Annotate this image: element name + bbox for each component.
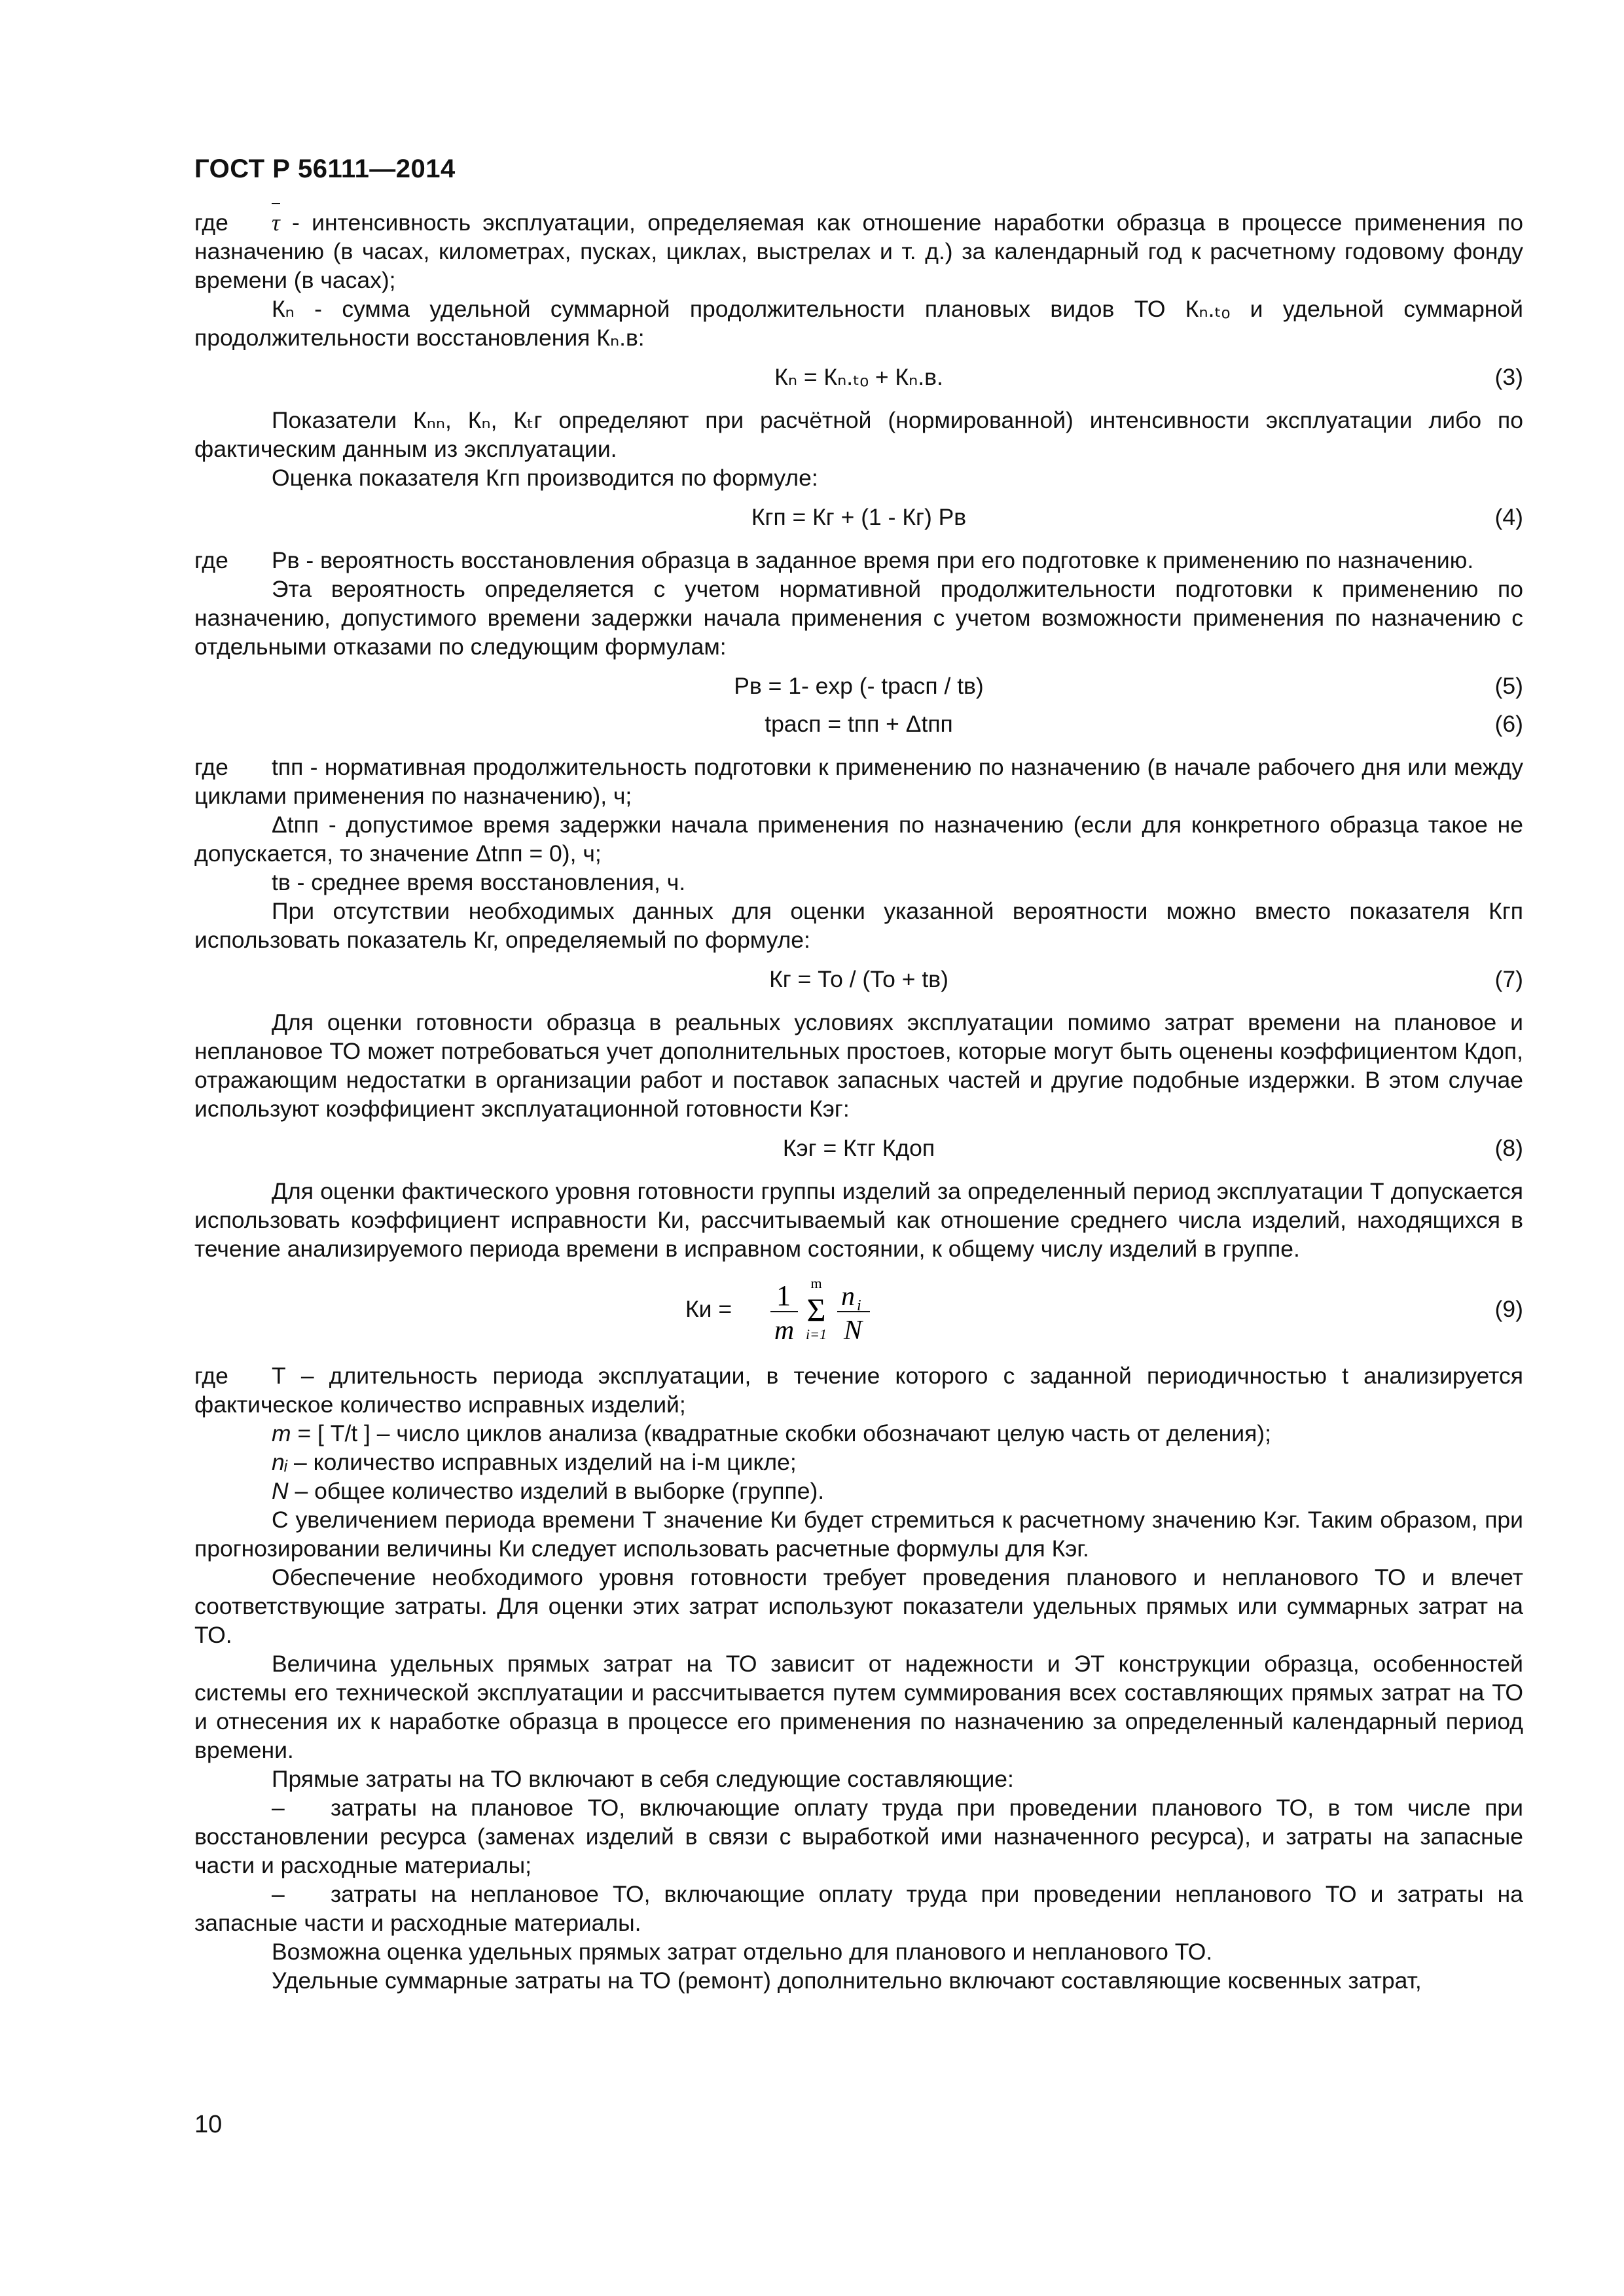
formula-9-number: (9): [1494, 1296, 1523, 1322]
paragraph-ki-intro: Для оценки фактического уровня готовности группы изделий за определенный период эксплуатации Т допускается использовать коэффициент исправности Ки, рассчитываемый как отношение среднего числа изделий, находящихся в течение анализируемого периода времени в исправном состоянии, к общему числу изделий в группе.: [194, 1178, 1523, 1262]
formula-4-expression: Кгп = Кг + (1 - Кг) Рв: [751, 504, 967, 530]
formula-9-N: N: [843, 1316, 863, 1346]
paragraph-direct-costs-list-intro: Прямые затраты на ТО включают в себя следующие составляющие:: [272, 1766, 1014, 1792]
formula-3: [194, 363, 1523, 391]
paragraph-T-definition: [194, 1361, 1523, 1419]
list-item-unplanned-text: затраты на неплановое ТО, включающие оплату труда при проведении непланового ТО и затраты на запасные части и расходные материалы.: [194, 1881, 1523, 1936]
document-header: ГОСТ Р 56111—2014: [194, 154, 456, 183]
paragraph-m-definition: [194, 1419, 1523, 1448]
formula-5-number: (5): [1494, 673, 1523, 699]
formula-9-fraction: [685, 1267, 1078, 1352]
m-definition-text: = [ Т/t ] – число циклов анализа (квадратные скобки обозначают целую часть от деления);: [291, 1420, 1271, 1446]
formula-8-number: (8): [1494, 1135, 1523, 1161]
document-body: [194, 208, 1523, 1995]
list-item-unplanned: [194, 1880, 1523, 1937]
page-number: 10: [194, 2111, 223, 2138]
paragraph-separate-estimate: Возможна оценка удельных прямых затрат отдельно для планового и непланового ТО.: [272, 1939, 1213, 1965]
formula-6: [194, 709, 1523, 738]
list-dash: –: [272, 1795, 285, 1821]
T-definition-text: Т – длительность периода эксплуатации, в течение которого с заданной периодичностью t анализируется фактическое количество исправных изделий;: [194, 1363, 1523, 1418]
formula-9-m: m: [774, 1316, 795, 1346]
formula-9-sum-top: m: [810, 1275, 822, 1291]
formula-7-expression: Кг = То / (То + tв): [769, 966, 948, 992]
formula-9-expression: [685, 1267, 1078, 1352]
paragraph-direct-costs: Величина удельных прямых затрат на ТО зависит от надежности и ЭТ конструкции образца, особенностей системы его технической эксплуатации и рассчитывается путем суммирования всех составляющих прямых затрат на ТО и отнесения их к наработке образца в процессе его применения по назначению за определенный календарный период времени.: [194, 1651, 1523, 1763]
formula-7-number: (7): [1494, 966, 1523, 992]
formula-5: [194, 672, 1523, 700]
where-label: где: [194, 754, 228, 780]
paragraph-N-definition: [194, 1477, 1523, 1505]
formula-3-number: (3): [1494, 364, 1523, 390]
formula-8-expression: Кэг = Ктг Кдоп: [782, 1135, 935, 1161]
formula-9-lhs: Ки =: [685, 1296, 732, 1322]
formula-8: [194, 1134, 1523, 1162]
ni-variable: nᵢ: [272, 1449, 288, 1475]
N-definition-text: – общее количество изделий в выборке (группе).: [288, 1478, 825, 1504]
formula-4-number: (4): [1494, 504, 1523, 530]
tau-symbol: τ: [272, 209, 280, 236]
paragraph-pv-definition: [194, 546, 1523, 575]
formula-4: [194, 503, 1523, 531]
formula-9-one: 1: [776, 1280, 791, 1312]
paragraph-readiness-costs: Обеспечение необходимого уровня готовности требует проведения планового и непланового ТО и влечет соответствующие затраты. Для оценки этих затрат используют показатели удельных прямых или суммарных затрат на ТО.: [194, 1564, 1523, 1648]
formula-3-expression: Кₙ = Кₙ.ₜₒ + Кₙ.в.: [774, 364, 943, 390]
where-label: где: [194, 1363, 228, 1389]
formula-6-number: (6): [1494, 711, 1523, 737]
paragraph-kp-definition: Кₙ - сумма удельной суммарной продолжительности плановых видов ТО Кₙ.ₜₒ и удельной суммарной продолжительности восстановления Кₙ.в:: [194, 296, 1523, 351]
paragraph-probability: Эта вероятность определяется с учетом нормативной продолжительности подготовки к применению по назначению, допустимого времени задержки начала применения с учетом возможности применения по назначению с отдельными отказами по следующим формулам:: [194, 576, 1523, 660]
where-label: где: [194, 547, 228, 573]
formula-9: [194, 1267, 1523, 1352]
formula-9-ni-sub: i: [857, 1297, 861, 1314]
paragraph-tpp-definition: [194, 753, 1523, 810]
formula-9-sum-bottom: i=1: [806, 1326, 827, 1342]
paragraph-ni-definition: [194, 1448, 1523, 1477]
tau-definition-text: - интенсивность эксплуатации, определяемая как отношение наработки образца в процессе применения по назначению (в часах, километрах, пусках, циклах, выстрелах и т. д.) за календарный год к расчетному годовому фонду времени (в часах);: [194, 209, 1523, 293]
where-label: где: [194, 209, 228, 236]
list-item-planned: [194, 1793, 1523, 1880]
paragraph-delta-tpp: Δtпп - допустимое время задержки начала применения по назначению (если для конкретного образца такое не допускается, то значение Δtпп = 0), ч;: [194, 812, 1523, 867]
sigma-icon: Σ: [806, 1291, 826, 1328]
paragraph-indicators: Показатели Кₙₙ, Кₙ, Кₜг определяют при расчётной (нормированной) интенсивности эксплуатации либо по фактическим данным из эксплуатации.: [194, 407, 1523, 462]
list-dash: –: [272, 1881, 285, 1907]
paragraph-kgp-intro: Оценка показателя Кгп производится по формуле:: [272, 465, 818, 491]
paragraph-ki-trend: С увеличением периода времени Т значение Ки будет стремиться к расчетному значению Кэг. Таким образом, при прогнозировании величины Ки следует использовать расчетные формулы для Кэг.: [194, 1507, 1523, 1562]
formula-9-ni: n: [841, 1282, 855, 1312]
list-item-planned-text: затраты на плановое ТО, включающие оплату труда при проведении планового ТО, в том числе при восстановлении ресурса (заменах изделий в связи с выработкой ими назначенного ресурса), и затраты на запасные части и расходные материалы;: [194, 1795, 1523, 1878]
paragraph-kdop: Для оценки готовности образца в реальных условиях эксплуатации помимо затрат времени на плановое и неплановое ТО может потребоваться учет дополнительных простоев, которые могут быть оценены коэффициентом Кдоп, отражающим недостатки в организации работ и поставок запасных частей и другие подобные издержки. В этом случае используют коэффициент эксплуатационной готовности Кэг:: [194, 1009, 1523, 1122]
m-variable: m: [272, 1420, 291, 1446]
formula-6-expression: tрасп = tпп + Δtпп: [765, 711, 953, 737]
paragraph-kg-intro: При отсутствии необходимых данных для оценки указанной вероятности можно вместо показателя Кгп использовать показатель Кг, определяемый по формуле:: [194, 898, 1523, 953]
paragraph-tv: tв - среднее время восстановления, ч.: [272, 869, 686, 895]
ni-definition-text: – количество исправных изделий на i-м цикле;: [287, 1449, 797, 1475]
formula-5-expression: Рв = 1- exp (- tрасп / tв): [734, 673, 984, 699]
paragraph-tau-definition: [194, 208, 1523, 295]
formula-7: [194, 965, 1523, 994]
tpp-definition-text: tпп - нормативная продолжительность подготовки к применению по назначению (в начале рабочего дня или между циклами применения по назначению), ч;: [194, 754, 1523, 809]
pv-definition-text: Рв - вероятность восстановления образца в заданное время при его подготовке к применению по назначению.: [272, 547, 1474, 573]
paragraph-total-costs: Удельные суммарные затраты на ТО (ремонт) дополнительно включают составляющие косвенных затрат,: [272, 1967, 1422, 1994]
N-variable: N: [272, 1478, 289, 1504]
